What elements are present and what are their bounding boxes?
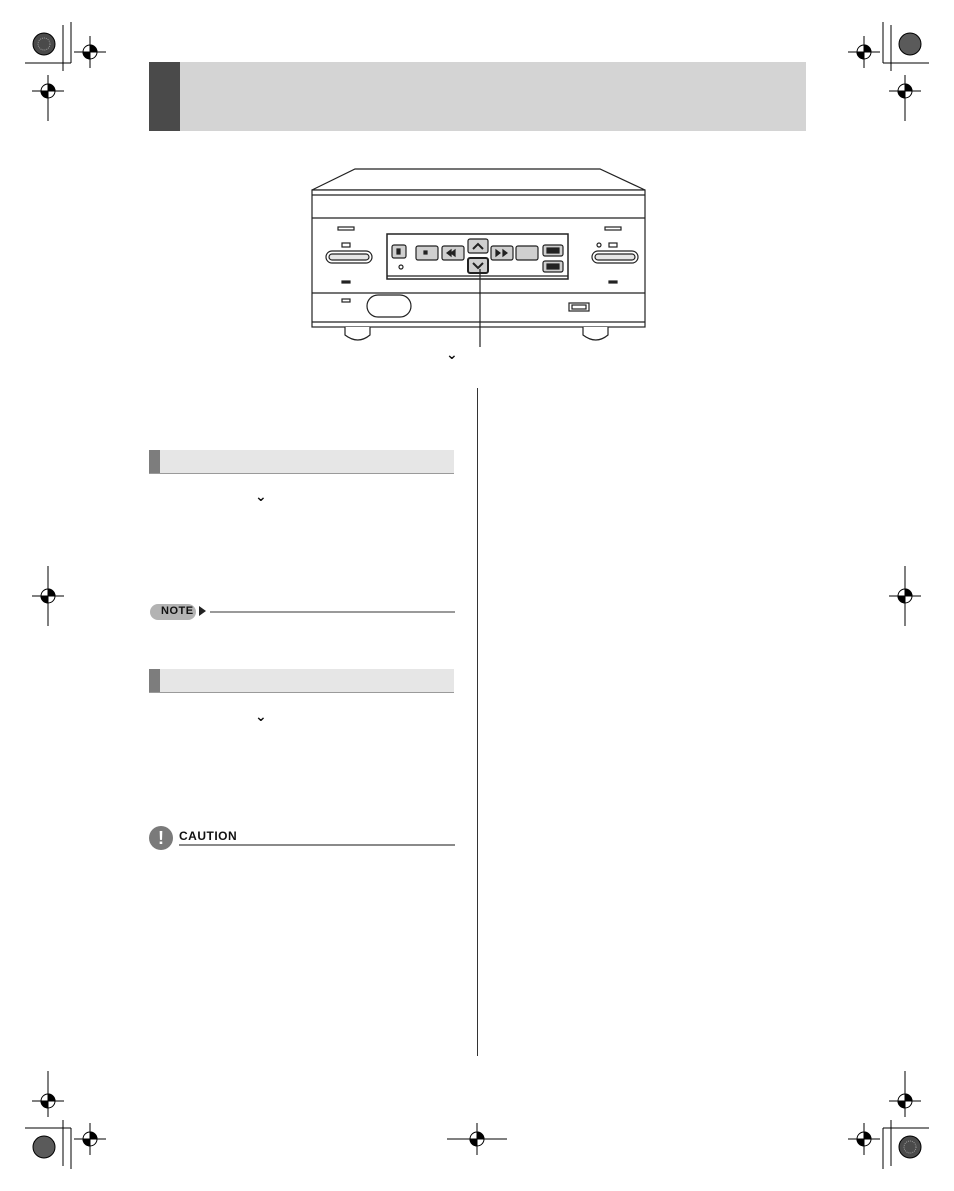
note-label: NOTE [161, 605, 194, 617]
device-button-2 [516, 246, 538, 260]
column-divider [477, 388, 478, 1056]
section-heading-marker [149, 450, 160, 473]
section-heading-1 [149, 450, 454, 474]
chapter-header-band [149, 62, 806, 131]
device-button-up [468, 239, 488, 253]
callout-chevron-down-icon: ⌄ [446, 347, 458, 363]
note-badge [150, 604, 196, 620]
device-front-panel-illustration [300, 165, 660, 365]
caution-label: CAUTION [179, 829, 238, 843]
section-heading-2 [149, 669, 454, 693]
section-2-chevron-down-icon: ⌄ [255, 709, 267, 725]
section-1-chevron-down-icon: ⌄ [255, 489, 267, 505]
device-button-down [468, 258, 488, 273]
caution-rule [179, 844, 455, 846]
note-arrow-icon [199, 606, 206, 616]
device-button-play-ff [491, 246, 513, 260]
section-heading-marker [149, 669, 160, 692]
chapter-header-tab [149, 62, 180, 131]
note-rule [210, 611, 455, 613]
caution-icon: ! [149, 826, 173, 850]
